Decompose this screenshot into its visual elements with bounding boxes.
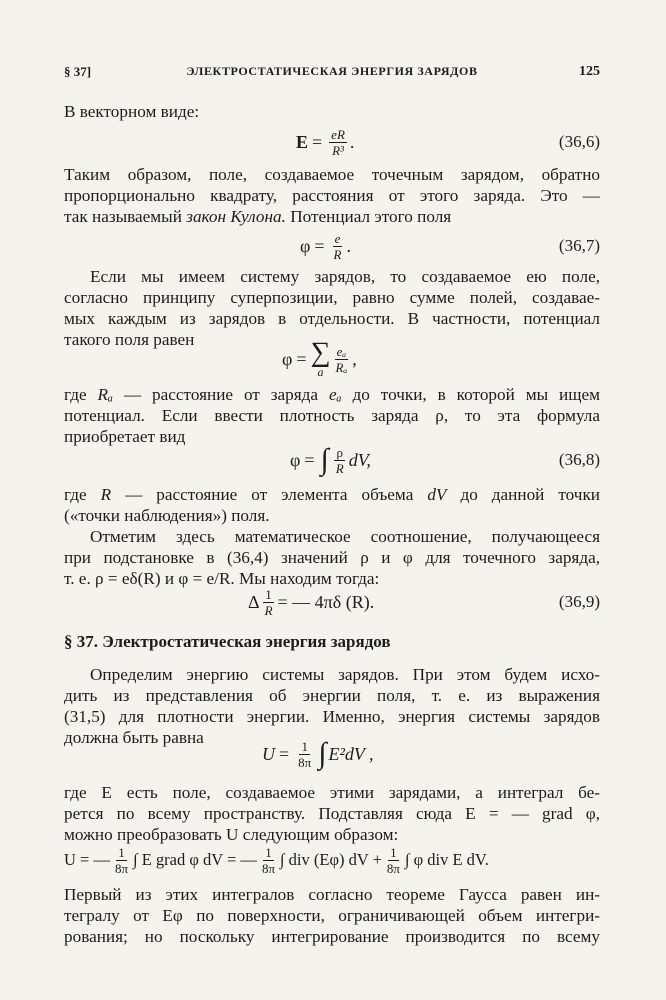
text-line: тегралу от Eφ по поверхности, ограничивающей объем интегри- — [64, 906, 600, 925]
eq-fraction — [260, 845, 277, 876]
text-run: до точки, в которой мы ищем — [352, 385, 600, 404]
eq-fraction — [329, 127, 347, 158]
text-line: (31,5) для плотности энергии. Именно, энергия системы зарядов — [64, 707, 600, 726]
fraction-numerator: eₐ — [336, 343, 347, 359]
eq-symbol: φ — [282, 348, 293, 369]
eq-term: ∫ div (Eφ) dV + — [280, 850, 382, 869]
text-line: т. е. ρ = eδ(R) и φ = e/R. Мы находим тогда: — [64, 569, 380, 588]
text-run: где — [64, 385, 87, 404]
sum-index: a — [317, 365, 324, 379]
text-run: — расстояние от элемента объема — [125, 485, 414, 504]
sum-operator — [310, 337, 331, 379]
equation-36-6 — [64, 122, 600, 162]
text-line — [64, 206, 600, 227]
fraction-denominator: R³ — [332, 142, 344, 158]
math-symbol: Rₐ — [97, 385, 114, 404]
text-run: — расстояние от заряда — [123, 385, 319, 404]
eq-sign: = — [312, 131, 323, 152]
text-line: Первый из этих интегралов согласно теореме Гаусса равен ин- — [64, 885, 600, 904]
text-line: Определим энергию системы зарядов. При этом будем исхо- — [90, 665, 600, 684]
integral-symbol: ∫ — [318, 737, 327, 770]
fraction-denominator: R — [333, 246, 342, 262]
running-header — [64, 64, 600, 84]
eq-sign: = — [304, 449, 315, 470]
eq-symbol: φ — [290, 449, 301, 470]
fraction-numerator: 1 — [265, 844, 272, 860]
eq-symbol: U — [262, 743, 275, 764]
equation-number: (36,9) — [558, 592, 600, 611]
paragraph-volume-element — [64, 484, 600, 526]
text-line: должна быть равна — [64, 728, 204, 747]
text-run: где — [64, 485, 87, 504]
eq-fraction — [296, 739, 313, 770]
text-line: («точки наблюдения») поля. — [64, 506, 270, 525]
fraction-denominator: 8π — [298, 754, 312, 770]
sigma-symbol: ∑ — [310, 337, 331, 368]
section-heading: § 37. Электростатическая энергия зарядов — [64, 632, 391, 651]
fraction-numerator: eR — [331, 126, 345, 142]
equation-36-7 — [64, 226, 600, 266]
book-page — [64, 0, 600, 1000]
eq-tail: E²dV , — [328, 743, 374, 764]
paragraph-math-relation — [64, 526, 600, 589]
equation-potential-sum — [64, 336, 600, 382]
text-line: Таким образом, поле, создаваемое точечным зарядом, обратно — [64, 165, 600, 184]
text-run: до данной точки — [460, 485, 601, 504]
fraction-denominator: 8π — [261, 860, 276, 876]
equation-number: (36,6) — [558, 132, 600, 151]
integral-symbol: ∫ — [320, 443, 329, 476]
text-line: рется по всему пространству. Подставляя сюда E = — grad φ, — [64, 804, 600, 823]
eq-fraction — [385, 845, 402, 876]
equation-number: (36,8) — [558, 450, 600, 469]
equation-36-9 — [64, 582, 600, 622]
eq-punctuation: . — [349, 131, 355, 152]
eq-fraction — [334, 445, 346, 476]
fraction-denominator: R — [264, 602, 273, 618]
eq-term: ∫ E grad φ dV = — — [133, 850, 257, 869]
eq-punctuation: . — [346, 235, 351, 256]
math-symbol: R — [100, 485, 112, 504]
text-run: Потенциал этого поля — [290, 207, 452, 226]
text-line: пропорционально квадрату, расстояния от этого заряда. Это — — [64, 186, 600, 205]
eq-symbol: φ — [300, 235, 311, 256]
eq-sign: = — [279, 743, 290, 764]
eq-fraction — [113, 845, 130, 876]
eq-symbol: E — [296, 131, 309, 152]
fraction-numerator: 1 — [265, 586, 272, 602]
equation-energy-transform — [64, 840, 600, 880]
text-line — [64, 484, 600, 505]
text-line: потенциал. Если ввести плотность заряда ρ, то эта формула — [64, 406, 600, 425]
eq-punctuation: , — [352, 348, 357, 369]
fraction-numerator: 1 — [390, 844, 397, 860]
eq-tail: dV, — [348, 449, 371, 470]
paragraph-distance-def — [64, 384, 600, 447]
equation-energy-integral — [64, 734, 600, 774]
eq-sign: = — [296, 348, 307, 369]
fraction-numerator: 1 — [118, 844, 125, 860]
text-line: можно преобразовать U следующим образом: — [64, 825, 399, 844]
text-line: такого поля равен — [64, 330, 195, 349]
eq-fraction — [332, 231, 344, 262]
eq-lhs: U = — — [64, 850, 110, 869]
text-line: дить из представления об энергии поля, т. е. из выражения — [64, 686, 600, 705]
paragraph-gradient-substitution — [64, 782, 600, 845]
fraction-numerator: ρ — [336, 444, 343, 460]
text-line — [64, 384, 600, 405]
eq-rhs: = — 4πδ (R). — [277, 591, 375, 612]
coulomb-law-term: закон Кулона. — [186, 207, 286, 226]
eq-sign: = — [314, 235, 325, 256]
paragraph-coulomb-law — [64, 164, 600, 227]
equation-number: (36,7) — [558, 236, 600, 255]
equation-36-8 — [64, 440, 600, 480]
text-line: приобретает вид — [64, 427, 186, 446]
paragraph-vector-form — [64, 101, 600, 122]
text-line: при подстановке в (36,4) значений ρ и φ для точечного заряда, — [64, 548, 600, 567]
math-symbol: dV — [427, 485, 447, 504]
fraction-denominator: 8π — [386, 860, 400, 876]
eq-term: ∫ φ div E dV. — [404, 850, 489, 869]
text-line: мых каждым из зарядов в отдельности. В частности, потенциал — [64, 309, 600, 328]
page-number: 125 — [579, 64, 600, 79]
text-line: Если мы имеем систему зарядов, то создаваемое ею поле, — [90, 267, 600, 286]
text-line: согласно принципу суперпозиции, равно сумме полей, создавае- — [64, 288, 600, 307]
text-line: В векторном виде: — [64, 102, 200, 121]
fraction-numerator: e — [334, 230, 341, 246]
math-symbol: eₐ — [328, 385, 342, 404]
text-line: где E есть поле, создаваемое этими зарядами, а интеграл бе- — [64, 783, 600, 802]
header-section-ref: § 37] — [64, 64, 92, 79]
paragraph-gauss-theorem — [64, 884, 600, 947]
eq-fraction — [263, 587, 275, 618]
laplacian-symbol: Δ — [248, 591, 260, 612]
fraction-denominator: 8π — [114, 860, 129, 876]
fraction-numerator: 1 — [301, 738, 308, 754]
fraction-denominator: R — [335, 460, 344, 476]
fraction-denominator: Rₐ — [335, 359, 348, 375]
text-run: так называемый — [64, 207, 182, 226]
text-line: Отметим здесь математическое соотношение, получающееся — [90, 527, 600, 546]
text-line: рования; но поскольку интегрирование производится по всему — [64, 927, 600, 946]
header-running-title: ЭЛЕКТРОСТАТИЧЕСКАЯ ЭНЕРГИЯ ЗАРЯДОВ — [186, 64, 478, 78]
eq-fraction — [334, 344, 350, 375]
